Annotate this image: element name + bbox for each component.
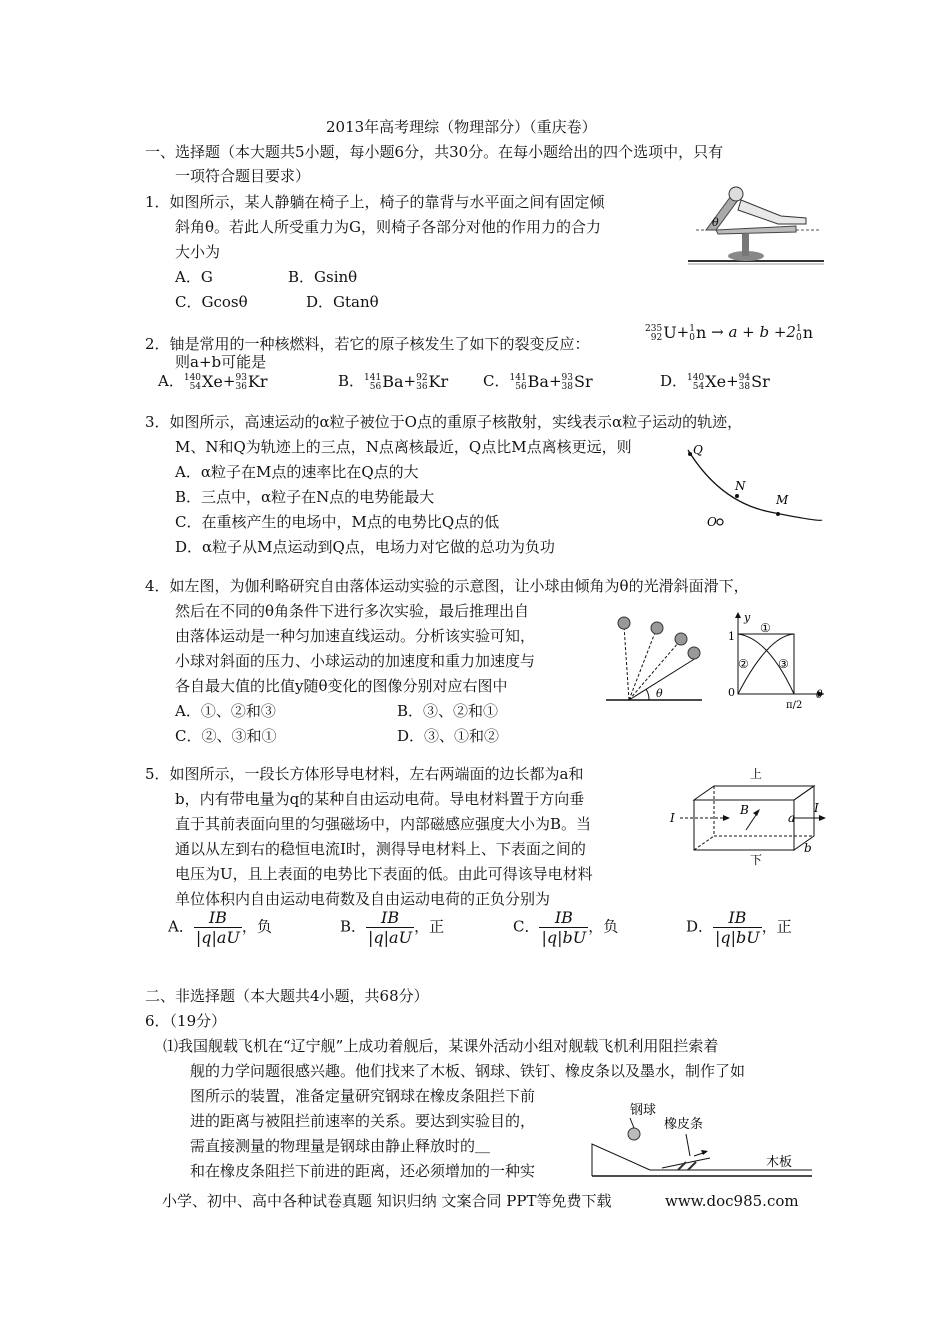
q1-option-a: A．G [175,268,213,286]
q3-label-q: Q [693,443,703,457]
q3-label-m: M [776,493,789,507]
q5-option-a: A． $\frac{IB}{|q|aU}$ ，负 [168,908,272,948]
q2-option-c: C． 141 56 Ba+ 93 38 Sr [483,372,593,392]
q5-line: 直于其前表面向里的匀强磁场中，内部磁感应强度大小为B。当 [175,815,592,833]
q6-line: 图所示的装置，准备定量研究钢球在橡皮条阻拦下前 [190,1087,536,1105]
q1-chair-figure [686,186,826,268]
q4-fig-zero: 0 [728,686,735,699]
q3-trajectory-figure [680,440,825,530]
q3-line: 3．如图所示，高速运动的α粒子被位于O点的重原子核散射，实线表示α粒子运动的轨迹， [145,413,743,431]
q6-line: 需直接测量的物理量是钢球由静止释放时的＿ [190,1137,491,1155]
q4-fig-pi2: π/2 [786,700,803,711]
q1-option-b: B．Gsinθ [288,268,358,286]
q5-conductor-figure [668,764,828,868]
q2-option-d: D． 140 54 Xe+ 94 38 Sr [660,372,770,392]
q1-line: 斜角θ。若此人所受重力为G，则椅子各部分对他的作用力的合力 [175,218,602,236]
footer-text: 小学、初中、高中各种试卷真题 知识归纳 文案合同 PPT等免费下载 [162,1192,612,1210]
q3-label-o: O [707,515,717,529]
q1-fig-theta: θ [712,216,719,229]
q4-graph-figure [718,608,828,712]
q5-fig-i-right: I [814,801,819,815]
q4-fig-theta-axis: θ [816,688,823,701]
q1-option-c: C．Gcosθ [175,293,248,311]
q5-fig-b-field: B [740,803,749,817]
q5-fig-b-edge: b [804,841,812,855]
q3-line: M、N和Q为轨迹上的三点，N点离核最近，Q点比M点离核更远，则 [175,438,632,456]
q2-line: 则a+b可能是 [175,353,267,371]
q6-fig-band: 橡皮条 [664,1117,704,1132]
q5-line: 5．如图所示，一段长方体形导电材料，左右两端面的边长都为a和 [145,765,584,783]
q5-line: b，内有带电量为q的某种自由运动电荷。导电材料置于方向垂 [175,790,585,808]
footer-url[interactable]: www.doc985.com [665,1192,799,1210]
q4-line: 4．如左图，为伽利略研究自由落体运动实验的示意图，让小球由倾角为θ的光滑斜面滑下， [145,577,749,595]
q5-fig-a: a [788,811,796,825]
q2-reaction: 235 92 U+ 1 0 n → a + b +2 1 0 n [645,323,814,343]
q6-line: 舰的力学问题很感兴趣。他们找来了木板、钢球、铁钉、橡皮条以及墨水，制作了如 [190,1062,746,1080]
q2-option-b: B． 141 56 Ba+ 92 36 Kr [338,372,449,392]
q6-fig-board: 木板 [766,1155,793,1170]
q5-option-c: C． $\frac{IB}{|q|bU}$ ，负 [513,908,619,948]
q3-option-c: C．在重核产生的电场中，M点的电势比Q点的低 [175,513,500,531]
q4-line: 然后在不同的θ角条件下进行多次实验，最后推理出自 [175,602,530,620]
q6-fig-ball: 钢球 [630,1103,657,1118]
q1-option-d: D．Gtanθ [306,293,379,311]
q4-fig-curve3: ③ [778,657,789,671]
page-title: 2013年高考理综（物理部分）（重庆卷） [326,118,597,136]
q1-line: 大小为 [175,243,221,261]
q4-fig-curve2: ② [738,657,749,671]
q3-option-a: A．α粒子在M点的速率比在Q点的大 [175,463,419,481]
q4-option-a: A．①、②和③ [175,702,276,720]
q5-fig-bottom: 下 [750,853,763,867]
q3-option-d: D．α粒子从M点运动到Q点，电场力对它做的总功为负功 [175,538,555,556]
q5-line: 电压为U，且上表面的电势比下表面的低。由此可得该导电材料 [175,865,593,883]
q1-line: 1．如图所示，某人静躺在椅子上，椅子的靠背与水平面之间有固定倾 [145,193,605,211]
section2-heading: 二、非选择题（本大题共4小题，共68分） [145,987,429,1005]
q4-fig-one: 1 [728,630,735,643]
q4-line: 各自最大值的比值y随θ变化的图像分别对应右图中 [175,677,508,695]
q5-option-b: B． $\frac{IB}{|q|aU}$ ，正 [340,908,445,948]
section1-heading: 一、选择题（本大题共5小题，每小题6分，共30分。在每小题给出的四个选项中，只有 [145,143,724,161]
q5-line: 通以从左到右的稳恒电流I时，测得导电材料上、下表面之间的 [175,840,586,858]
q5-line: 单位体积内自由运动电荷数及自由运动电荷的正负分别为 [175,890,551,908]
q4-line: 小球对斜面的压力、小球运动的加速度和重力加速度与 [175,652,536,670]
q6-line: 和在橡皮条阻拦下前进的距离，还必须增加的一种实 [190,1162,536,1180]
q6-header: 6．（19分） [145,1012,227,1030]
q5-fig-top: 上 [750,767,763,781]
q6-apparatus-figure [590,1098,815,1182]
q6-line: 进的距离与被阻拦前速率的关系。要达到实验目的， [190,1112,536,1130]
q4-fig-theta: θ [656,687,663,700]
q4-fig-y: y [744,611,751,624]
q6-line: ⑴我国舰载飞机在“辽宁舰”上成功着舰后，某课外活动小组对舰载飞机利用阻拦索着 [163,1037,719,1055]
q4-option-b: B．③、②和① [397,702,499,720]
q5-option-d: D． $\frac{IB}{|q|bU}$ ，正 [686,908,792,948]
q3-label-n: N [735,479,746,493]
section1-heading-cont: 一项符合题目要求） [175,167,311,185]
q2-line: 2．铀是常用的一种核燃料，若它的原子核发生了如下的裂变反应： [145,335,590,353]
q4-option-d: D．③、①和② [397,727,500,745]
q4-incline-figure [604,612,704,704]
q3-option-b: B．三点中，α粒子在N点的电势能最大 [175,488,435,506]
q2-option-a: A． 140 54 Xe+ 93 36 Kr [158,372,268,392]
q4-option-c: C．②、③和① [175,727,277,745]
q4-fig-curve1: ① [760,621,771,635]
q5-fig-i-left: I [670,811,675,825]
q4-line: 由落体运动是一种匀加速直线运动。分析该实验可知， [175,627,536,645]
